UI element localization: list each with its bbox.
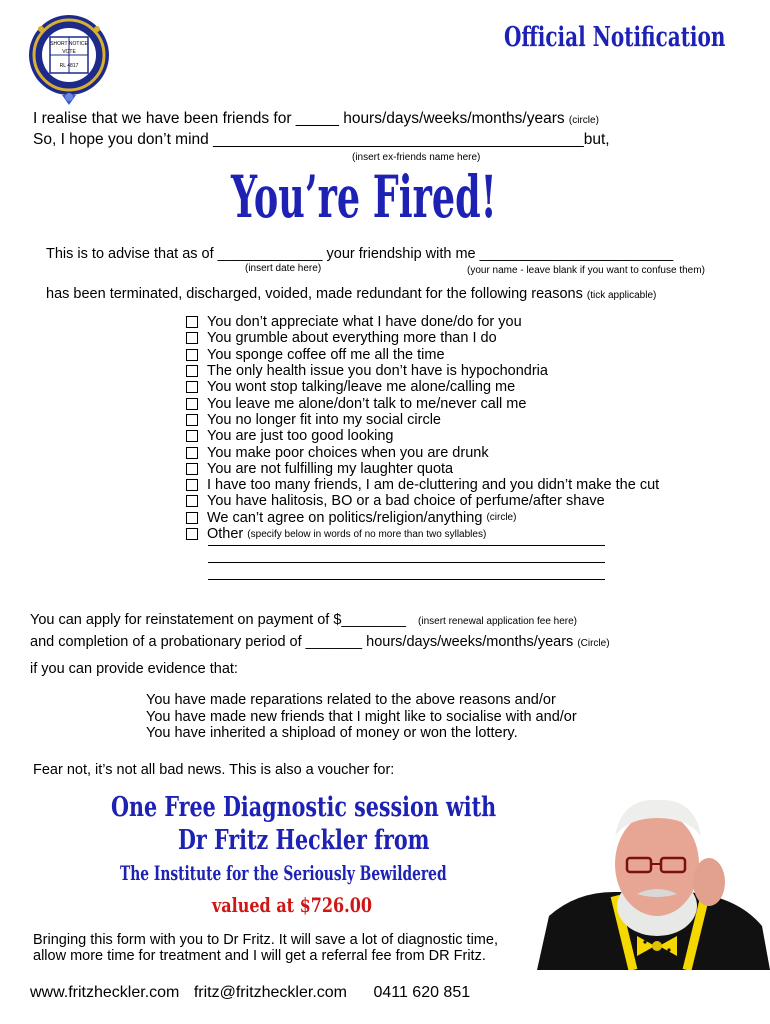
- reason-item[interactable]: You grumble about everything more than I do: [186, 330, 659, 346]
- other-line-3[interactable]: [208, 579, 605, 580]
- svg-text:SHORT NOTICE: SHORT NOTICE: [50, 41, 88, 47]
- phone-number[interactable]: 0411 620 851: [373, 984, 471, 1001]
- crest-logo: [26, 15, 112, 107]
- voucher-title-1: One Free Diagnostic session with: [111, 792, 497, 823]
- reason-item[interactable]: You are just too good looking: [186, 428, 659, 444]
- voucher-body-1: Bringing this form with you to Dr Fritz. It will save a lot of diagnostic time,: [33, 932, 498, 948]
- reason-item[interactable]: You sponge coffee off me all the time: [186, 347, 659, 363]
- evidence-heading: if you can provide evidence that:: [30, 661, 238, 677]
- institute-name: The Institute for the Seriously Bewildered: [120, 861, 447, 885]
- reason-item[interactable]: I have too many friends, I am de-cluttering and you didn’t make the cut: [186, 477, 659, 493]
- reason-item[interactable]: You leave me alone/don’t talk to me/never call me: [186, 395, 659, 411]
- reinstatement-line-1: You can apply for reinstatement on payment of $________ (insert renewal application fee here): [30, 612, 578, 628]
- intro-line-1: I realise that we have been friends for _____ hours/days/weeks/months/years (circle): [33, 110, 599, 127]
- other-line-2[interactable]: [208, 562, 605, 563]
- date-note: (insert date here): [245, 263, 322, 274]
- advise-line: This is to advise that as of _____________ your friendship with me ________________________: [46, 246, 674, 262]
- reason-item[interactable]: Other (specify below in words of no more than two syllables): [186, 526, 659, 542]
- voucher-intro: Fear not, it’s not all bad news. This is also a voucher for:: [33, 762, 395, 778]
- reasons-checklist: [186, 314, 659, 542]
- voucher-value: valued at $726.00: [212, 893, 373, 917]
- checkbox[interactable]: [186, 463, 198, 475]
- page-title: Official Notification: [504, 22, 726, 53]
- checkbox[interactable]: [186, 447, 198, 459]
- reinstatement-line-2: and completion of a probationary period of _______ hours/days/weeks/months/years (Circle): [30, 634, 610, 650]
- checkbox[interactable]: [186, 479, 198, 491]
- dr-fritz-photo: [537, 796, 770, 970]
- voucher-body-2: allow more time for treatment and I will get a referral fee from DR Fritz.: [33, 948, 486, 964]
- reason-item[interactable]: You no longer fit into my social circle: [186, 412, 659, 428]
- checkbox[interactable]: [186, 349, 198, 361]
- checkbox[interactable]: [186, 332, 198, 344]
- checkbox[interactable]: [186, 381, 198, 393]
- checkbox[interactable]: [186, 398, 198, 410]
- other-line-1[interactable]: [208, 545, 605, 546]
- checkbox[interactable]: [186, 430, 198, 442]
- reason-item[interactable]: You wont stop talking/leave me alone/calling me: [186, 379, 659, 395]
- checkbox[interactable]: [186, 414, 198, 426]
- footer: [30, 984, 470, 1002]
- svg-text:RL 4817: RL 4817: [59, 63, 79, 69]
- checkbox[interactable]: [186, 365, 198, 377]
- checkbox[interactable]: [186, 528, 198, 540]
- svg-text:VOTE: VOTE: [62, 49, 76, 55]
- condition-1: You have made reparations related to the above reasons and/or: [146, 692, 556, 708]
- reason-item[interactable]: You make poor choices when you are drunk: [186, 444, 659, 460]
- name-note: (your name - leave blank if you want to confuse them): [467, 265, 705, 276]
- reason-item[interactable]: We can’t agree on politics/religion/anything (circle): [186, 510, 659, 526]
- headline: You’re Fired!: [231, 163, 497, 231]
- checkbox[interactable]: [186, 512, 198, 524]
- condition-2: You have made new friends that I might like to socialise with and/or: [146, 709, 577, 725]
- reason-item[interactable]: You don’t appreciate what I have done/do for you: [186, 314, 659, 330]
- email-link[interactable]: fritz@fritzheckler.com: [193, 984, 347, 1001]
- checkbox[interactable]: [186, 316, 198, 328]
- reason-item[interactable]: You are not fulfilling my laughter quota: [186, 461, 659, 477]
- terminated-line: has been terminated, discharged, voided, made redundant for the following reasons (tick applicable): [46, 286, 657, 302]
- ex-friend-name-note: (insert ex-friends name here): [352, 152, 481, 163]
- voucher-title-2: Dr Fritz Heckler from: [178, 825, 430, 856]
- reason-item[interactable]: The only health issue you don’t have is hypochondria: [186, 363, 659, 379]
- checkbox[interactable]: [186, 495, 198, 507]
- reason-item[interactable]: You have halitosis, BO or a bad choice of perfume/after shave: [186, 493, 659, 509]
- website-link[interactable]: www.fritzheckler.com: [30, 984, 180, 1001]
- condition-3: You have inherited a shipload of money or won the lottery.: [146, 725, 518, 741]
- intro-line-2: So, I hope you don’t mind ___________________________________________but,: [33, 131, 610, 148]
